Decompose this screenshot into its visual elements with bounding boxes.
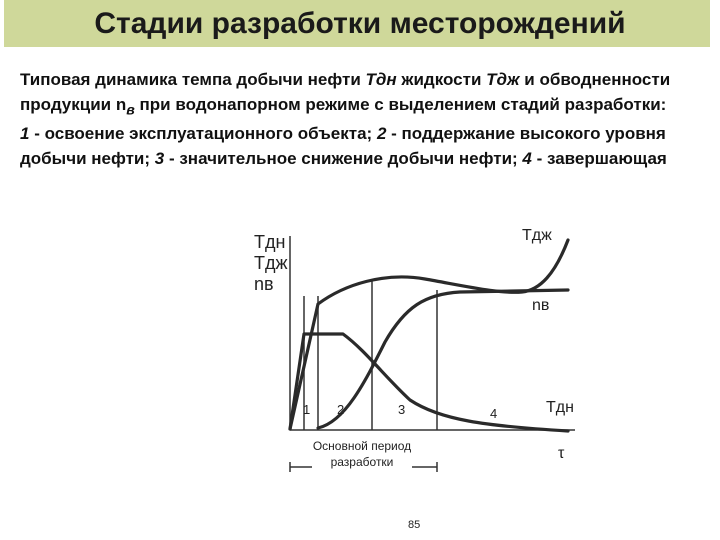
- stage-number-3: 3: [398, 402, 406, 417]
- stage-1-text: - освоение эксплуатационного объекта;: [29, 124, 377, 144]
- intro-nv-subscript: в: [126, 101, 135, 118]
- y-label-tdn: Тдн: [254, 232, 286, 252]
- description-stages: [6, 122, 714, 171]
- stage-2-number: 2: [376, 124, 387, 144]
- stage-3-number: 3: [154, 148, 165, 168]
- curve-label-tdn: Тдн: [546, 399, 574, 416]
- stage-3-text: - значительное снижение добычи нефти;: [164, 148, 523, 168]
- description-intro: [6, 68, 714, 122]
- intro-text-2: жидкости: [396, 70, 487, 89]
- curve-label-tdzh: Тдж: [522, 227, 552, 244]
- curve-nv: [318, 290, 568, 428]
- stage-2-text: - поддержание высокого уровня добычи нефти;: [20, 124, 666, 168]
- curve-label-nv: nв: [532, 297, 550, 314]
- intro-tdzh: Тдж: [486, 70, 520, 89]
- x-label-tau: τ: [558, 445, 565, 462]
- stage-4-number: 4: [522, 148, 532, 168]
- y-label-tdzh: Тдж: [254, 253, 288, 273]
- period-label-line-1: Основной период: [312, 439, 412, 453]
- intro-tdn: Тдн: [365, 70, 397, 89]
- stage-number-1: 1: [303, 402, 311, 417]
- development-stages-diagram: [200, 222, 600, 532]
- curve-tdn: [290, 334, 568, 431]
- intro-text-3: и обводненности продукции n: [20, 70, 671, 114]
- intro-text-1: Типовая динамика темпа добычи нефти: [20, 70, 366, 89]
- stage-number-4: 4: [490, 406, 498, 421]
- period-label-line-2: разработки: [330, 455, 394, 469]
- stage-4-text: - завершающая: [531, 148, 667, 168]
- stage-number-2: 2: [337, 402, 345, 417]
- y-label-nv: nв: [254, 274, 274, 294]
- page-number: 85: [408, 519, 421, 531]
- description: [6, 68, 714, 171]
- page-title: Стадии разработки месторождений: [94, 7, 626, 40]
- intro-text-4: при водонапорном режиме с выделением стадий разработки:: [134, 94, 667, 114]
- stage-1-number: 1: [20, 124, 30, 144]
